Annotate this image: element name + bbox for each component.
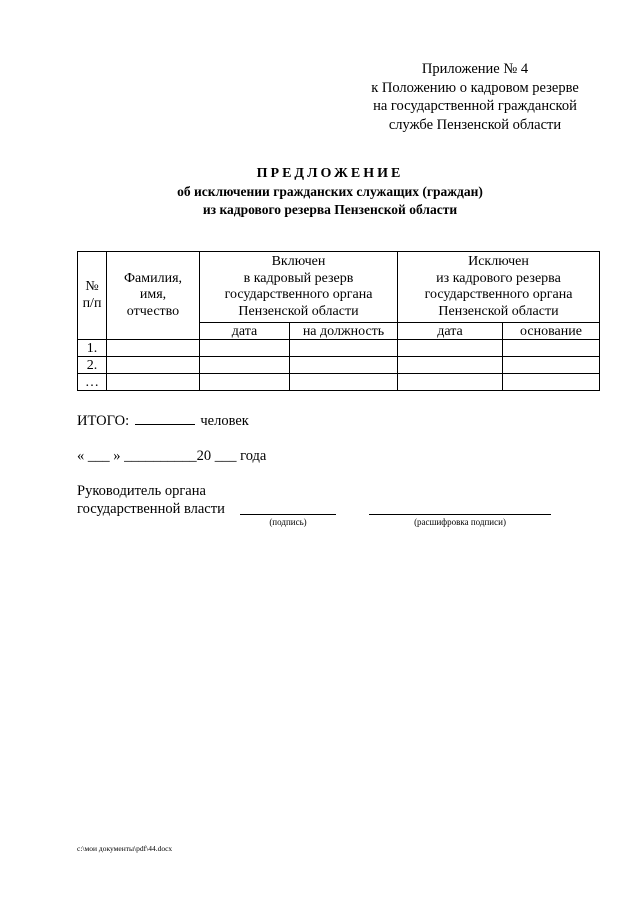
appendix-line: на государственной гражданской xyxy=(373,98,577,114)
header-excluded: Исключен из кадрового резерва государственного органа Пензенской области xyxy=(398,252,600,323)
row-number: 1. xyxy=(78,340,107,357)
total-blank xyxy=(135,424,195,425)
header-full-name: Фамилия, имя, отчество xyxy=(107,252,200,340)
table-cell xyxy=(398,357,503,374)
table-cell xyxy=(290,340,398,357)
signature-decode-line xyxy=(369,514,551,515)
table-cell xyxy=(503,357,600,374)
table-row xyxy=(78,374,600,391)
row-number: … xyxy=(78,374,107,391)
subheader-reason: основание xyxy=(503,323,600,340)
head-label-line-1: Руководитель органа xyxy=(77,483,206,499)
header-included: Включен в кадровый резерв государственного органа Пензенской области xyxy=(200,252,398,323)
signature-decode-caption: (расшифровка подписи) xyxy=(414,517,506,527)
total-label: ИТОГО: xyxy=(77,413,130,429)
row-number: 2. xyxy=(78,357,107,374)
appendix-line: службе Пензенской области xyxy=(388,116,562,133)
head-label-line-2: государственной власти xyxy=(77,501,225,517)
table-row xyxy=(78,340,600,357)
header-number: № п/п xyxy=(78,252,107,340)
title-subtitle-1: об исключении гражданских служащих (граждан) xyxy=(177,184,483,199)
title-subtitle-2: из кадрового резерва Пензенской области xyxy=(202,202,458,217)
exclusion-table xyxy=(77,251,600,391)
signature-caption: (подпись) xyxy=(269,517,307,527)
appendix-line: Приложение № 4 xyxy=(421,61,529,77)
subheader-position: на должность xyxy=(290,323,398,340)
table-cell xyxy=(200,374,290,391)
table-row xyxy=(78,357,600,374)
table-cell xyxy=(290,374,398,391)
table-cell xyxy=(398,340,503,357)
footer-file-path: c:\мои документы\pdf\44.docx xyxy=(77,844,173,853)
total-unit: человек xyxy=(200,413,249,429)
table-cell xyxy=(398,374,503,391)
appendix-line: к Положению о кадровом резерве xyxy=(371,79,579,96)
signature-line xyxy=(240,514,336,515)
subheader-excluded-date: дата xyxy=(398,323,503,340)
table-cell xyxy=(503,340,600,357)
date-line: « ___ » __________20 ___ года xyxy=(77,448,267,464)
table-cell xyxy=(107,374,200,391)
head-of-authority-label xyxy=(77,482,225,518)
title-main: ПРЕДЛОЖЕНИЕ xyxy=(256,166,404,181)
table-cell xyxy=(200,357,290,374)
total-line xyxy=(77,413,249,430)
table-cell xyxy=(290,357,398,374)
table-cell xyxy=(200,340,290,357)
table-cell xyxy=(107,340,200,357)
table-cell xyxy=(107,357,200,374)
appendix-header xyxy=(330,60,620,134)
table-cell xyxy=(503,374,600,391)
document-title xyxy=(0,164,640,219)
subheader-included-date: дата xyxy=(200,323,290,340)
